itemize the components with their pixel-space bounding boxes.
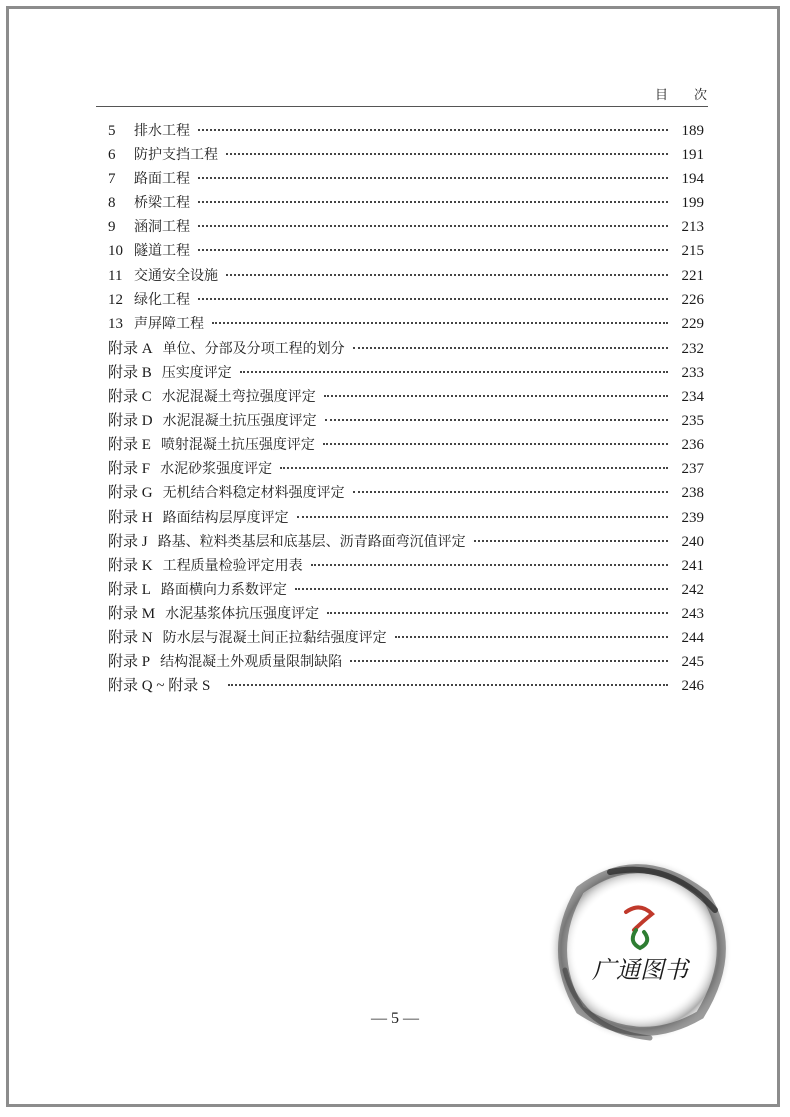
toc-leader-dots: [280, 467, 668, 469]
toc-entry-label: [108, 144, 218, 164]
toc-entry-label: [108, 216, 190, 236]
toc-entry-label: [108, 674, 220, 695]
toc-entry-title: 结构混凝土外观质量限制缺陷: [160, 654, 343, 671]
toc-entry-number: 附录 P: [108, 654, 151, 671]
toc-leader-dots: [198, 201, 668, 203]
svg-text:广通图书: 广通图书: [592, 956, 688, 984]
toc-entry[interactable]: [108, 337, 704, 361]
toc-entry-number: 附录 K: [108, 557, 153, 574]
toc-entry-title: 隧道工程: [134, 243, 190, 260]
toc-entry[interactable]: [108, 120, 704, 144]
page-number: — 5 —: [371, 1010, 419, 1027]
toc-entry-title: 交通安全设施: [134, 267, 218, 284]
toc-entry-number: 附录 F: [108, 461, 151, 478]
toc-entry-number: 附录 L: [108, 581, 151, 598]
toc-entry-number: 13: [108, 315, 123, 332]
toc-entry[interactable]: [108, 409, 704, 433]
toc-entry[interactable]: [108, 313, 704, 337]
toc-entry[interactable]: [108, 265, 704, 289]
toc-entry-title: 水泥砂浆强度评定: [160, 461, 273, 478]
toc-entry-title: 水泥混凝土弯拉强度评定: [161, 389, 316, 406]
toc-entry-page: 243: [681, 605, 704, 622]
toc-leader-dots: [297, 516, 668, 518]
toc-entry-number: 附录 G: [108, 485, 153, 502]
toc-leader-dots: [353, 491, 668, 493]
toc-leader-dots: [198, 298, 668, 300]
toc-entry[interactable]: [108, 554, 704, 578]
toc-entry-title: 路面工程: [134, 171, 190, 188]
toc-leader-dots: [198, 225, 668, 227]
toc-entry-label: [108, 650, 342, 671]
toc-entry-page: 199: [681, 195, 704, 212]
toc-entry-label: [108, 192, 190, 212]
toc-entry-title: [210, 678, 220, 694]
toc-entry-label: [108, 530, 466, 551]
toc-entry[interactable]: [108, 674, 704, 698]
toc-entry-label: [108, 409, 317, 430]
toc-entry-page: 246: [681, 678, 704, 695]
toc-entry-page: 233: [681, 364, 704, 381]
toc-entry-page: 215: [681, 243, 704, 260]
toc-entry-label: [108, 265, 218, 285]
toc-entry-page: 189: [681, 123, 704, 139]
toc-entry-label: [108, 578, 287, 599]
toc-entry[interactable]: [108, 530, 704, 554]
toc-entry[interactable]: [108, 240, 704, 264]
toc-leader-dots: [353, 347, 668, 349]
toc-entry-label: [108, 240, 190, 260]
toc-entry[interactable]: [108, 433, 704, 457]
toc-entry-page: 238: [681, 485, 704, 502]
toc-entry-number: 8: [108, 195, 116, 212]
toc-entry-page: 244: [681, 629, 704, 646]
toc-leader-dots: [198, 177, 668, 179]
toc-entry-number: 附录 H: [108, 509, 153, 526]
toc-entry[interactable]: [108, 578, 704, 602]
toc-entry[interactable]: [108, 144, 704, 168]
toc-leader-dots: [327, 612, 668, 614]
toc-leader-dots: [212, 322, 668, 324]
toc-entry-label: [108, 120, 190, 140]
toc-entry-title: 防护支挡工程: [134, 147, 218, 164]
toc-entry-title: 水泥混凝土抗压强度评定: [162, 413, 317, 430]
toc-entry-title: 防水层与混凝土间正拉黏结强度评定: [162, 629, 387, 646]
toc-entry-number: 附录 A: [108, 340, 153, 357]
toc-entry-number: 附录 B: [108, 364, 152, 381]
toc-entry-label: [108, 168, 190, 188]
toc-entry-page: 242: [681, 581, 704, 598]
toc-entry-label: [108, 506, 289, 527]
toc-entry[interactable]: [108, 602, 704, 626]
toc-entry-label: [108, 554, 303, 575]
toc-entry-title: 单位、分部及分项工程的划分: [162, 340, 345, 357]
toc-entry-page: 232: [681, 340, 704, 357]
toc-leader-dots: [323, 443, 668, 445]
toc-entry-label: [108, 361, 232, 382]
toc-entry-label: [108, 289, 190, 309]
toc-entry[interactable]: [108, 650, 704, 674]
toc-entry-number: 7: [108, 171, 116, 188]
toc-entry-title: 路基、粒料类基层和底基层、沥青路面弯沉值评定: [157, 533, 466, 550]
toc-entry-number: 9: [108, 219, 116, 236]
toc-leader-dots: [350, 660, 668, 662]
toc-entry-label: [108, 626, 387, 647]
toc-entry-number: 附录 D: [108, 413, 153, 430]
toc-entry-title: 工程质量检验评定用表: [162, 557, 303, 574]
toc-leader-dots: [311, 564, 668, 566]
toc-entry-number: 10: [108, 243, 123, 260]
toc-leader-dots: [228, 684, 668, 686]
toc-leader-dots: [198, 129, 668, 131]
toc-entry[interactable]: [108, 216, 704, 240]
toc-entry[interactable]: [108, 385, 704, 409]
toc-entry-page: 240: [681, 533, 704, 550]
toc-entry-page: 237: [681, 461, 704, 478]
toc-entry-label: [108, 481, 345, 502]
toc-entry-title: 排水工程: [134, 123, 190, 139]
table-of-contents: [108, 120, 704, 698]
toc-entry-label: [108, 313, 204, 333]
toc-entry-label: [108, 457, 272, 478]
toc-entry[interactable]: [108, 361, 704, 385]
toc-entry[interactable]: [108, 192, 704, 216]
toc-entry-number: 附录 Q ~ 附录 S: [108, 678, 211, 695]
toc-entry-title: 涵洞工程: [134, 219, 190, 236]
toc-entry-page: 241: [681, 557, 704, 574]
toc-entry-number: 附录 C: [108, 389, 152, 406]
toc-entry-title: 路面横向力系数评定: [160, 581, 287, 598]
toc-entry-number: 11: [108, 267, 123, 284]
toc-entry-page: 239: [681, 509, 704, 526]
toc-entry-number: 12: [108, 291, 123, 308]
toc-leader-dots: [226, 153, 668, 155]
toc-entry-page: 245: [681, 654, 704, 671]
toc-entry-label: [108, 385, 316, 406]
toc-entry-label: [108, 337, 345, 358]
toc-entry-label: [108, 433, 315, 454]
toc-leader-dots: [295, 588, 668, 590]
toc-leader-dots: [324, 395, 668, 397]
toc-entry-page: 213: [681, 219, 704, 236]
toc-entry-number: 附录 J: [108, 533, 148, 550]
toc-entry-number: 附录 E: [108, 437, 151, 454]
toc-entry-title: 喷射混凝土抗压强度评定: [160, 437, 315, 454]
toc-leader-dots: [474, 540, 668, 542]
running-header: 目 次: [655, 88, 708, 103]
header-rule: [96, 106, 708, 107]
toc-entry[interactable]: [108, 457, 704, 481]
toc-entry-title: 路面结构层厚度评定: [162, 509, 289, 526]
toc-entry-title: 绿化工程: [134, 291, 190, 308]
toc-entry[interactable]: [108, 289, 704, 313]
toc-entry-title: 压实度评定: [161, 364, 232, 381]
toc-entry-number: 附录 N: [108, 629, 153, 646]
toc-leader-dots: [325, 419, 668, 421]
toc-entry-title: 无机结合料稳定材料强度评定: [162, 485, 345, 502]
toc-entry-page: 191: [681, 147, 704, 164]
toc-entry[interactable]: [108, 168, 704, 192]
toc-entry-number: 5: [108, 123, 116, 139]
toc-entry-number: 附录 M: [108, 605, 156, 622]
toc-entry-page: 226: [681, 291, 704, 308]
toc-entry-page: 234: [681, 389, 704, 406]
toc-entry-page: 235: [681, 413, 704, 430]
toc-entry-number: 6: [108, 147, 116, 164]
toc-entry-page: 194: [681, 171, 704, 188]
toc-leader-dots: [395, 636, 668, 638]
toc-entry-title: 水泥基浆体抗压强度评定: [165, 605, 320, 622]
toc-leader-dots: [240, 371, 668, 373]
toc-entry-title: 桥梁工程: [134, 195, 190, 212]
toc-entry[interactable]: [108, 506, 704, 530]
toc-leader-dots: [226, 274, 668, 276]
toc-entry-label: [108, 602, 319, 623]
toc-entry-page: 229: [681, 315, 704, 332]
toc-entry[interactable]: [108, 481, 704, 505]
toc-entry-title: 声屏障工程: [134, 315, 204, 332]
toc-entry[interactable]: [108, 626, 704, 650]
toc-entry-page: 221: [681, 267, 704, 284]
toc-leader-dots: [198, 249, 668, 251]
toc-entry-page: 236: [681, 437, 704, 454]
